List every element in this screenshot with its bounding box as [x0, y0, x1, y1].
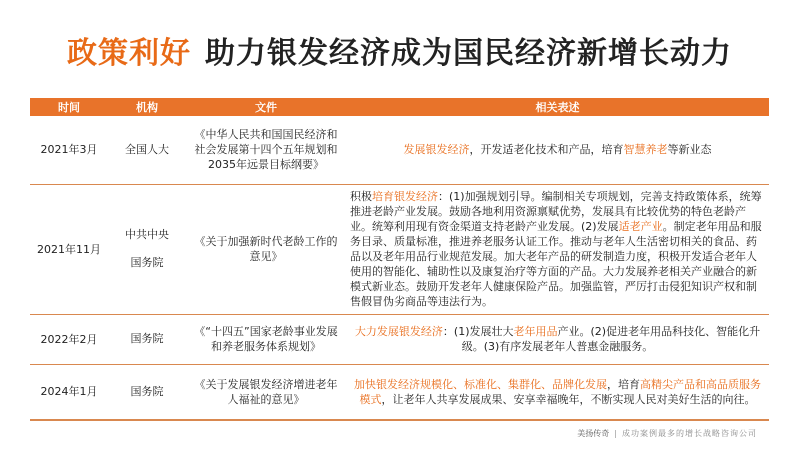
desc-segment: 高精尖产品和高品质服务模式	[359, 377, 761, 406]
table-row	[30, 116, 769, 184]
desc-segment: 发展银发经济	[403, 143, 470, 157]
page-title	[0, 28, 799, 72]
policy-table	[30, 98, 769, 421]
footer-separator: |	[614, 429, 617, 438]
title-highlight: 政策利好	[67, 36, 191, 71]
title-main: 助力银发经济成为国民经济新增长动力	[205, 36, 732, 71]
desc-segment: ，让老年人共享发展成果、安享幸福晚年，不断实现人民对美好生活的向往。	[381, 392, 756, 406]
header-institution: 机构	[108, 98, 186, 116]
row-document: 《中华人民共和国国民经济和社会发展第十四个五年规划和2035年远景目标纲要》	[186, 116, 346, 184]
row-time: 2022年2月	[30, 314, 108, 364]
desc-segment: ，开发适老化技术和产品，培育	[469, 143, 624, 157]
desc-segment: 培育银发经济	[372, 190, 438, 203]
row-time: 2021年3月	[30, 116, 108, 184]
header-description: 相关表述	[346, 98, 769, 116]
institution-name: 国务院	[130, 332, 164, 345]
desc-segment: 智慧养老	[623, 143, 668, 157]
table-row	[30, 314, 769, 364]
row-document: 《关于发展银发经济增进老年人福祉的意见》	[186, 364, 346, 420]
row-institution	[108, 364, 186, 420]
table-row	[30, 364, 769, 420]
row-description	[346, 364, 769, 420]
footer	[577, 428, 757, 439]
row-description	[346, 184, 769, 314]
footer-brand: 美扬传奇	[577, 429, 610, 438]
row-institution	[108, 314, 186, 364]
row-time: 2024年1月	[30, 364, 108, 420]
desc-segment: 。制定老年用品和服务目录、质量标准，推进养老服务认证工作。推动与老年人生活密切相关的食品、药品以及老年用品行业规范发展。加大老年产品的研发制造力度，积极开发适合老年人使用的智能化、辅助性以及康复治疗等方面的产品。大力发展养老相关产业融合的新模式新业态。鼓励开发老年人健康保险产品。加强监管，严厉打击侵犯知识产权和制售假冒伪劣商品等违法行为。	[350, 220, 762, 308]
table-header-row	[30, 98, 769, 116]
institution-name: 国务院	[130, 256, 164, 269]
desc-segment: 大力发展银发经济	[354, 325, 443, 338]
institution-name: 全国人大	[125, 142, 169, 156]
desc-segment: 适老产业	[618, 220, 663, 233]
row-document: 《关于加强新时代老龄工作的意见》	[186, 184, 346, 314]
desc-segment: ：(1)加强规划引导。编制相关专项规划，完善支持政策体系，统筹推进老龄产业发展。鼓励各地利用资源禀赋优势，发展具有比较优势的特色老龄产业。统筹利用现有资金渠道支持老龄产业发展。(2)发展	[350, 190, 762, 233]
desc-segment: 加快银发经济规模化、标准化、集群化、品牌化发展	[354, 377, 607, 391]
row-institution	[108, 116, 186, 184]
row-time: 2021年11月	[30, 184, 108, 314]
table-row	[30, 184, 769, 314]
desc-segment: ，培育	[607, 377, 640, 391]
desc-segment: 老年用品	[513, 325, 558, 338]
row-institution	[108, 184, 186, 314]
desc-segment: 积极	[350, 190, 372, 203]
row-document: 《“十四五”国家老龄事业发展和养老服务体系规划》	[186, 314, 346, 364]
header-time: 时间	[30, 98, 108, 116]
desc-segment: 等新业态	[667, 143, 712, 157]
header-document: 文件	[186, 98, 346, 116]
desc-segment: 产业。(2)促进老年用品科技化、智能化升级。(3)有序发展老年人普惠金融服务。	[461, 325, 761, 353]
row-description	[346, 116, 769, 184]
institution-name: 国务院	[130, 384, 164, 398]
institution-name: 中共中央	[125, 228, 169, 241]
footer-tagline: 成功案例最多的增长战略咨询公司	[622, 429, 757, 438]
row-description	[346, 314, 769, 364]
desc-segment: ：(1)发展壮大	[442, 325, 514, 338]
